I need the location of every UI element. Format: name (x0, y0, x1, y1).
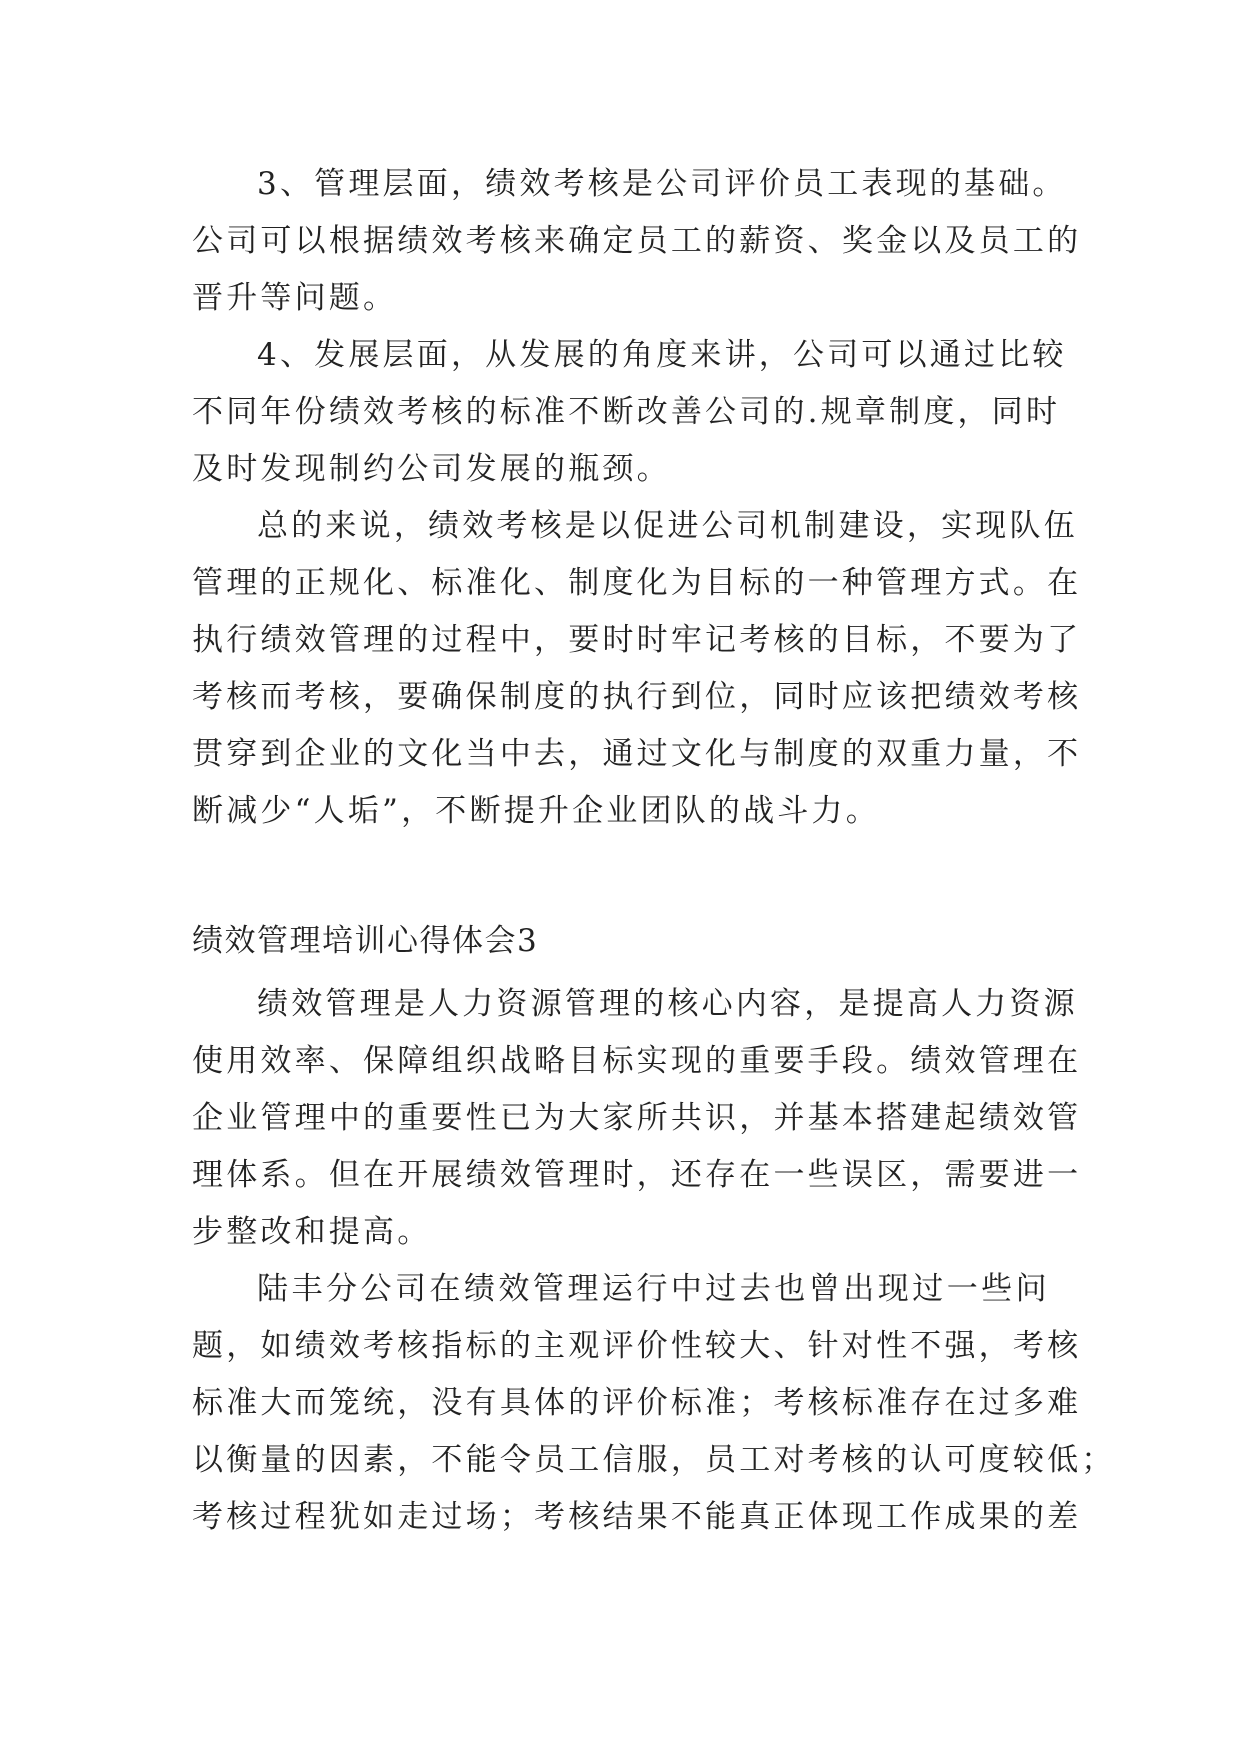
text-line: 断减少“人垢”，不断提升企业团队的战斗力。 (192, 793, 880, 829)
text-line: 4 、 发 展 层 面 ， 从 发 展 的 角 度 来 讲 ， 公 司 可 以 通 过 比 较 (257, 337, 1067, 373)
text-line: 执 行 绩 效 管 理 的 过 程 中 ， 要 时 时 牢 记 考 核 的 目 标 ， 不 要 为 了 (192, 622, 1082, 658)
text-line: 考 核 而 考 核 ， 要 确 保 制 度 的 执 行 到 位 ， 同 时 应 该 把 绩 效 考 核 (192, 679, 1082, 715)
text-line: 标 准 大 而 笼 统 ， 没 有 具 体 的 评 价 标 准 ； 考 核 标 准 存 在 过 多 难 (192, 1385, 1082, 1421)
text-line: 考 核 过 程 犹 如 走 过 场 ； 考 核 结 果 不 能 真 正 体 现 工 作 成 果 的 差 (192, 1499, 1082, 1535)
text-line: 晋升等问题。 (192, 280, 398, 316)
text-line: 题 ， 如 绩 效 考 核 指 标 的 主 观 评 价 性 较 大 、 针 对 性 不 强 ， 考 核 (192, 1328, 1082, 1364)
text-line: 3 、 管 理 层 面 ， 绩 效 考 核 是 公 司 评 价 员 工 表 现 的 基 础 。 (257, 166, 1067, 202)
text-line: 及时发现制约公司发展的瓶颈。 (192, 451, 671, 487)
text-line: 贯 穿 到 企 业 的 文 化 当 中 去 ， 通 过 文 化 与 制 度 的 双 重 力 量 ， 不 (192, 736, 1082, 772)
text-line: 总 的 来 说 ， 绩 效 考 核 是 以 促 进 公 司 机 制 建 设 ， 实 现 队 伍 (257, 508, 1078, 544)
text-line: 步整改和提高。 (192, 1214, 432, 1250)
text-line: 不 同 年 份 绩 效 考 核 的 标 准 不 断 改 善 公 司 的 . 规 章 制 度 ， 同 时 (192, 394, 1061, 430)
text-line: 理 体 系 。 但 在 开 展 绩 效 管 理 时 ， 还 存 在 一 些 误 区 ， 需 要 进 一 (192, 1157, 1082, 1193)
text-line: 陆 丰 分 公 司 在 绩 效 管 理 运 行 中 过 去 也 曾 出 现 过 一 些 问 (257, 1271, 1050, 1307)
section-heading: 绩效管理培训心得体会3 (192, 923, 539, 959)
text-line: 企 业 管 理 中 的 重 要 性 已 为 大 家 所 共 识 ， 并 基 本 搭 建 起 绩 效 管 (192, 1100, 1082, 1136)
text-line: 以 衡 量 的 因 素 ， 不 能 令 员 工 信 服 ， 员 工 对 考 核 的 认 可 度 较 低 ； (192, 1442, 1116, 1478)
text-line: 公 司 可 以 根 据 绩 效 考 核 来 确 定 员 工 的 薪 资 、 奖 金 以 及 员 工 的 (192, 223, 1082, 259)
text-line: 使 用 效 率 、 保 障 组 织 战 略 目 标 实 现 的 重 要 手 段 。 绩 效 管 理 在 (192, 1043, 1082, 1079)
text-line: 管 理 的 正 规 化 、 标 准 化 、 制 度 化 为 目 标 的 一 种 管 理 方 式 。 在 (192, 565, 1082, 601)
text-line: 绩 效 管 理 是 人 力 资 源 管 理 的 核 心 内 容 ， 是 提 高 人 力 资 源 (257, 986, 1078, 1022)
